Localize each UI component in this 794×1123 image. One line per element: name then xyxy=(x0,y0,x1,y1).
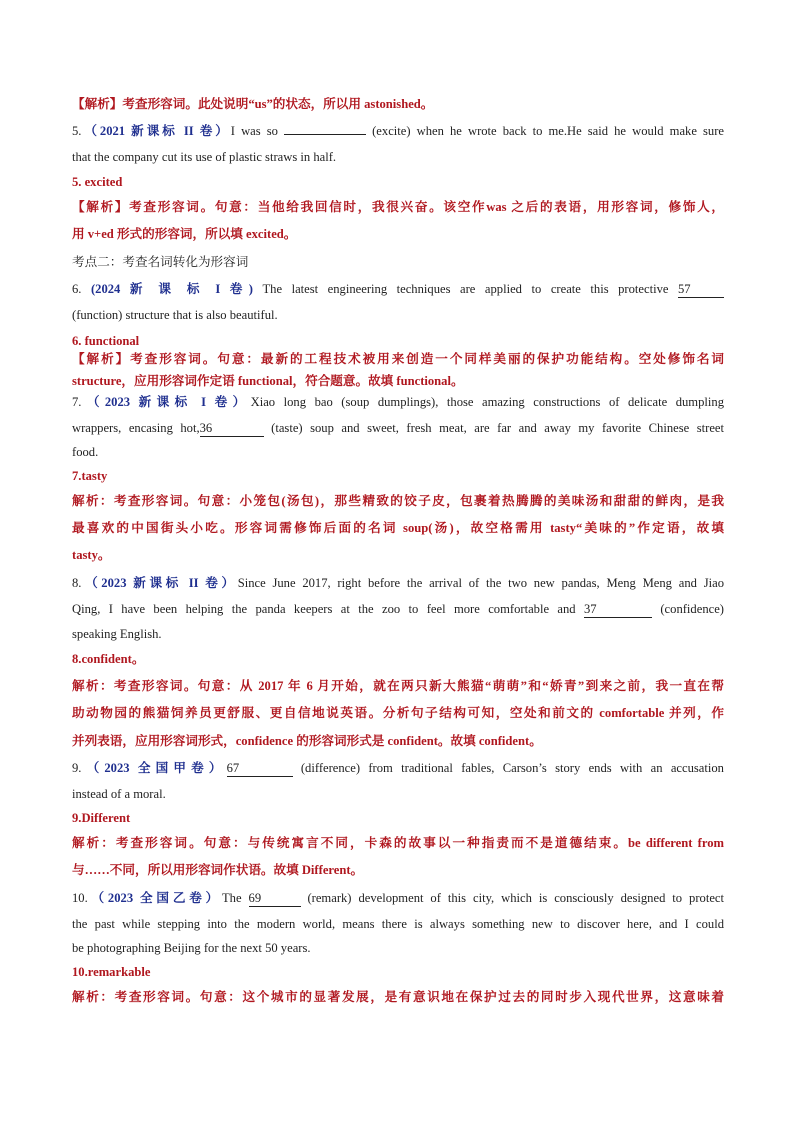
question-text: the past while stepping into the modern world, means there is always something new to discover here, and I could xyxy=(72,917,724,931)
text-line xyxy=(72,174,724,190)
answer-analysis: 【解析】考查形容词。句意：最新的工程技术被用来创造一个同样美丽的保护功能结构。空处修饰名词 xyxy=(72,352,724,366)
exam-source: （2023 新课标 II 卷） xyxy=(81,576,238,590)
text-line xyxy=(72,444,724,460)
answer-analysis: 10.remarkable xyxy=(72,965,151,979)
question-text: (confidence) xyxy=(651,602,724,616)
text-line xyxy=(72,916,724,932)
answer-analysis: 并列表语，应用形容词形式，confidence 的形容词形式是 confident。故填 confident。 xyxy=(72,734,542,748)
answer-analysis: 7.tasty xyxy=(72,469,108,483)
question-text: 7. xyxy=(72,395,82,409)
text-line xyxy=(72,862,724,878)
text-line xyxy=(72,760,724,777)
answer-blank: 36 xyxy=(200,420,264,437)
exam-source: （2023 新课标 I 卷） xyxy=(81,395,251,409)
answer-analysis: 【解析】考查形容词。句意：当他给我回信时，我很兴奋。该空作was 之后的表语，用形容词，修饰人， xyxy=(72,200,724,214)
text-line xyxy=(72,96,724,112)
answer-analysis: 用 v+ed 形式的形容词，所以填 excited。 xyxy=(72,227,297,241)
question-text: be photographing Beijing for the next 50 years. xyxy=(72,941,311,955)
question-text: The xyxy=(221,891,249,905)
answer-analysis: structure，应用形容词作定语 functional，符合题意。故填 functional。 xyxy=(72,374,464,388)
answer-blank: 69 xyxy=(249,890,301,907)
answer-analysis: 解析：考查形容词。句意：与传统寓言不同，卡森的故事以一种指责而不是道德结束。be different from xyxy=(72,836,724,850)
text-line xyxy=(72,199,724,215)
question-text: (difference) from traditional fables, Carson’s story ends with an accusation xyxy=(292,761,724,775)
answer-analysis: 6. functional xyxy=(72,334,140,348)
text-line xyxy=(72,575,724,591)
text-line xyxy=(72,626,724,642)
text-line xyxy=(72,601,724,618)
question-text: 5. xyxy=(72,124,82,138)
question-text: The latest engineering techniques are applied to create this protective xyxy=(252,282,678,296)
text-line xyxy=(72,394,724,410)
text-line xyxy=(72,468,724,484)
answer-blank xyxy=(284,134,366,135)
exam-source: （2023 全国甲卷） xyxy=(81,761,227,775)
exam-source: （2021 新课标 II 卷） xyxy=(81,124,231,138)
question-text: (function) structure that is also beautiful. xyxy=(72,308,278,322)
question-text: speaking English. xyxy=(72,627,162,641)
question-text: (taste) soup and sweet, fresh meat, are far and away my favorite Chinese street xyxy=(263,421,724,435)
answer-analysis: 9.Different xyxy=(72,811,131,825)
answer-analysis: 8.confident。 xyxy=(72,652,145,666)
answer-analysis: 解析：考查形容词。句意：小笼包(汤包)，那些精致的饺子皮，包裹着热腾腾的美味汤和甜甜的鲜肉，是我 xyxy=(72,494,724,508)
answer-analysis: 【解析】考查形容词。此处说明“us”的状态，所以用 astonished。 xyxy=(72,97,434,111)
answer-analysis: 助动物园的熊猫饲养员更舒服、更自信地说英语。分析句子结构可知，空处和前文的 comfortable 并列，作 xyxy=(72,706,724,720)
question-text: (remark) development of this city, which is consciously designed to protect xyxy=(300,891,724,905)
text-line xyxy=(72,810,724,826)
question-text: 9. xyxy=(72,761,82,775)
question-text: Since June 2017, right before the arrival of the two new pandas, Meng Meng and Jiao xyxy=(237,576,724,590)
text-line xyxy=(72,420,724,437)
answer-analysis: 解析：考查形容词。句意：从 2017 年 6 月开始，就在两只新大熊猫“萌萌”和“娇青”到来之前，我一直在帮 xyxy=(72,679,724,693)
text-line xyxy=(72,333,724,349)
text-line xyxy=(72,705,724,721)
question-text: instead of a moral. xyxy=(72,787,166,801)
question-text: 6. xyxy=(72,282,91,296)
question-text: Xiao long bao (soup dumplings), those amazing constructions of delicate dumpling xyxy=(250,395,724,409)
text-line xyxy=(72,678,724,694)
answer-blank: 67 xyxy=(227,760,293,777)
answer-analysis: tasty。 xyxy=(72,548,111,562)
text-line xyxy=(72,835,724,851)
text-line xyxy=(72,890,724,907)
text-line xyxy=(72,307,724,323)
question-text: wrappers, encasing hot, xyxy=(72,421,200,435)
text-line xyxy=(72,651,724,667)
answer-blank: 57 xyxy=(678,281,724,298)
text-line xyxy=(72,351,724,367)
text-line xyxy=(72,547,724,563)
answer-analysis: 5. excited xyxy=(72,175,123,189)
question-text: I was so xyxy=(230,124,285,138)
question-text: that the company cut its use of plastic straws in half. xyxy=(72,150,337,164)
text-line xyxy=(72,123,724,139)
question-text: food. xyxy=(72,445,99,459)
text-line xyxy=(72,149,724,165)
exam-source: （2023 全国乙卷） xyxy=(87,891,222,905)
text-line xyxy=(72,964,724,980)
text-line xyxy=(72,733,724,749)
question-text: 考点二：考查名词转化为形容词 xyxy=(72,255,249,269)
text-line xyxy=(72,493,724,509)
text-line xyxy=(72,786,724,802)
answer-analysis: 解析：考查形容词。句意：这个城市的显著发展，是有意识地在保护过去的同时步入现代世界，这意味着 xyxy=(72,990,724,1004)
answer-analysis: 最喜欢的中国街头小吃。形容词需修饰后面的名词 soup(汤)，故空格需用 tasty“美味的”作定语，故填 xyxy=(72,521,724,535)
question-text: Qing, I have been helping the panda keepers at the zoo to feel more comfortable and xyxy=(72,602,584,616)
question-text: 10. xyxy=(72,891,88,905)
text-line xyxy=(72,520,724,536)
question-text: (excite) when he wrote back to me.He said he would make sure xyxy=(366,124,724,138)
text-line xyxy=(72,989,724,1005)
text-line xyxy=(72,226,724,242)
text-line xyxy=(72,254,724,270)
text-line xyxy=(72,373,724,389)
exam-source: (2024 新 课 标 I 卷) xyxy=(90,282,253,296)
text-line xyxy=(72,281,724,298)
question-text: 8. xyxy=(72,576,82,590)
text-line xyxy=(72,940,724,956)
answer-blank: 37 xyxy=(584,601,652,618)
answer-analysis: 与……不同，所以用形容词作状语。故填 Different。 xyxy=(72,863,364,877)
